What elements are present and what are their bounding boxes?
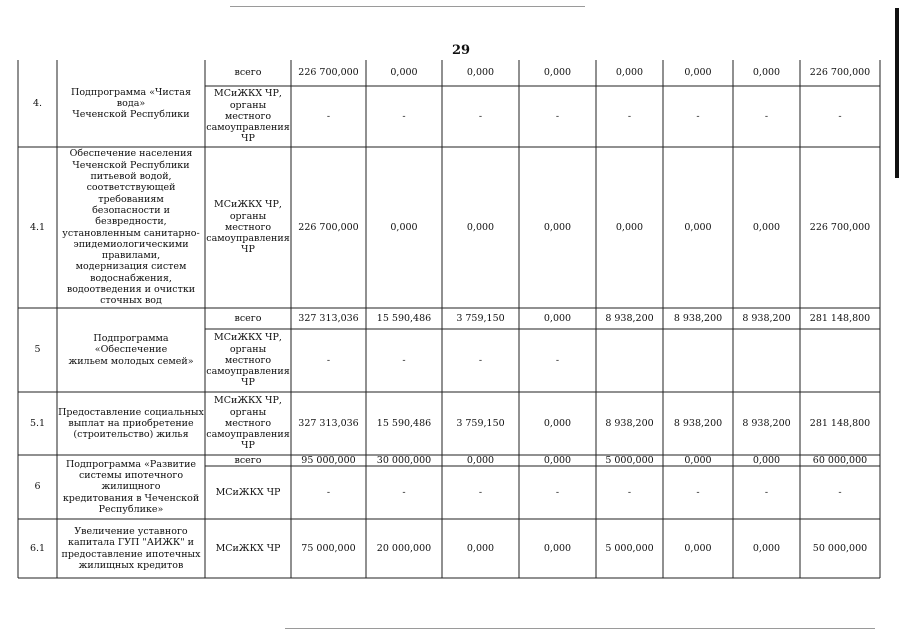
row61-value: 0,000 xyxy=(684,542,712,554)
row41-value: 0,000 xyxy=(752,221,781,233)
page-number: 29 xyxy=(452,43,471,58)
row4-total-value: 0,000 xyxy=(466,67,495,79)
row41-name: Обеспечение населения Чеченской Республики питьевой водой, соответствующей требованиям безопасности и безвредности, установленным санитарно- эпидемиологическими правилами, модернизация систем водоснабжения, водоотведения и очистки сточных вод xyxy=(62,148,200,307)
row5-total-value: 8 938,200 xyxy=(673,312,723,324)
row51-value: 8 938,200 xyxy=(605,417,654,429)
row61-value: 0,000 xyxy=(543,542,572,554)
row61-value: 20 000,000 xyxy=(376,542,432,554)
row51-value: 3 759,150 xyxy=(456,417,505,429)
row5-dash: - xyxy=(478,354,483,366)
row6-total-value: 0,000 xyxy=(752,454,781,466)
row4-dash: - xyxy=(402,110,406,122)
row4-total-value: 0,000 xyxy=(752,67,781,79)
row51-name: Предоставление социальных выплат на приобретение (строительство) жилья xyxy=(58,406,204,441)
row41-value: 0,000 xyxy=(543,221,572,233)
row41-value: 226 700,000 xyxy=(298,221,359,233)
row6-dash: - xyxy=(326,486,331,498)
row4-total-value: 226 700,000 xyxy=(809,67,871,79)
row4-dash: - xyxy=(326,110,331,122)
row6-total-value: 30 000,000 xyxy=(376,454,432,466)
row6-dash: - xyxy=(555,486,560,498)
row4-total-value: 0,000 xyxy=(684,67,712,79)
row5-total-value: 3 759,150 xyxy=(456,312,505,324)
row6-number: 6 xyxy=(34,481,41,493)
row6-executor: МСиЖКХ ЧР xyxy=(215,486,281,498)
row41-number: 4.1 xyxy=(29,221,46,233)
row4-executor: МСиЖКХ ЧР, органы местного самоуправления ЧР xyxy=(206,88,290,145)
row4-dash: - xyxy=(696,110,700,122)
scan-line-bottom xyxy=(285,628,875,629)
row4-name: Подпрограмма «Чистая вода» Чеченской Республики xyxy=(71,86,191,121)
row4-dash: - xyxy=(555,110,560,122)
row4-dash: - xyxy=(478,110,483,122)
row5-name: Подпрограмма «Обеспечение жильем молодых семей» xyxy=(68,333,194,367)
row4-total-value: 0,000 xyxy=(390,67,418,79)
row6-total-value: 95 000,000 xyxy=(301,454,356,466)
row6-total-label: всего xyxy=(234,454,262,466)
row5-total-value: 8 938,200 xyxy=(742,312,791,324)
row6-dash: - xyxy=(838,486,842,498)
row5-total-value: 0,000 xyxy=(543,312,572,324)
row4-dash: - xyxy=(627,110,632,122)
row6-total-value: 0,000 xyxy=(543,454,572,466)
row6-dash: - xyxy=(764,486,769,498)
row41-value: 0,000 xyxy=(390,221,418,233)
row4-dash: - xyxy=(764,110,769,122)
scan-line-top xyxy=(230,6,585,7)
row51-value: 8 938,200 xyxy=(673,417,723,429)
row6-total-value: 0,000 xyxy=(466,454,495,466)
row51-value: 281 148,800 xyxy=(809,417,871,429)
row5-total-value: 281 148,800 xyxy=(809,312,871,324)
row41-value: 0,000 xyxy=(615,221,644,233)
row6-total-value: 0,000 xyxy=(684,454,712,466)
scan-edge-bar xyxy=(895,8,899,178)
row5-dash: - xyxy=(326,354,331,366)
row61-value: 0,000 xyxy=(752,542,781,554)
row51-value: 8 938,200 xyxy=(742,417,791,429)
row4-total-value: 226 700,000 xyxy=(298,67,359,79)
row61-number: 6.1 xyxy=(29,542,46,554)
row41-value: 226 700,000 xyxy=(809,221,871,233)
row5-total-value: 327 313,036 xyxy=(298,312,359,324)
row5-dash: - xyxy=(555,354,560,366)
row51-executor: МСиЖКХ ЧР, органы местного самоуправления ЧР xyxy=(206,395,290,452)
row4-total-label: всего xyxy=(234,67,262,79)
row61-value: 5 000,000 xyxy=(605,542,654,554)
row6-total-value: 5 000,000 xyxy=(605,454,654,466)
row61-value: 50 000,000 xyxy=(812,542,868,554)
row51-number: 5.1 xyxy=(29,417,46,429)
row51-value: 0,000 xyxy=(543,417,572,429)
row6-dash: - xyxy=(402,486,406,498)
row6-dash: - xyxy=(696,486,700,498)
row41-value: 0,000 xyxy=(684,221,712,233)
row5-executor: МСиЖКХ ЧР, органы местного самоуправления ЧР xyxy=(206,332,290,389)
row5-dash: - xyxy=(402,354,406,366)
row51-value: 15 590,486 xyxy=(376,417,432,429)
row4-number: 4. xyxy=(32,97,43,109)
row6-name: Подпрограмма «Развитие системы ипотечного жилищного кредитования в Чеченской Республике» xyxy=(62,458,200,515)
row4-dash: - xyxy=(838,110,842,122)
row61-value: 75 000,000 xyxy=(301,542,356,554)
row5-number: 5 xyxy=(34,344,41,356)
row4-total-value: 0,000 xyxy=(615,67,644,79)
row4-total-value: 0,000 xyxy=(543,67,572,79)
row61-name: Увеличение уставного капитала ГУП "АИЖК" и предоставление ипотечных жилищных кредитов xyxy=(61,525,201,571)
row5-total-value: 8 938,200 xyxy=(605,312,654,324)
row5-total-value: 15 590,486 xyxy=(376,312,432,324)
row5-total-label: всего xyxy=(234,312,262,324)
row41-executor: МСиЖКХ ЧР, органы местного самоуправления ЧР xyxy=(206,199,290,256)
row6-total-value: 60 000,000 xyxy=(812,454,868,466)
row61-executor: МСиЖКХ ЧР xyxy=(215,542,281,554)
row51-value: 327 313,036 xyxy=(298,417,359,429)
row6-dash: - xyxy=(627,486,632,498)
row6-dash: - xyxy=(478,486,483,498)
row41-value: 0,000 xyxy=(466,221,495,233)
row61-value: 0,000 xyxy=(466,542,495,554)
